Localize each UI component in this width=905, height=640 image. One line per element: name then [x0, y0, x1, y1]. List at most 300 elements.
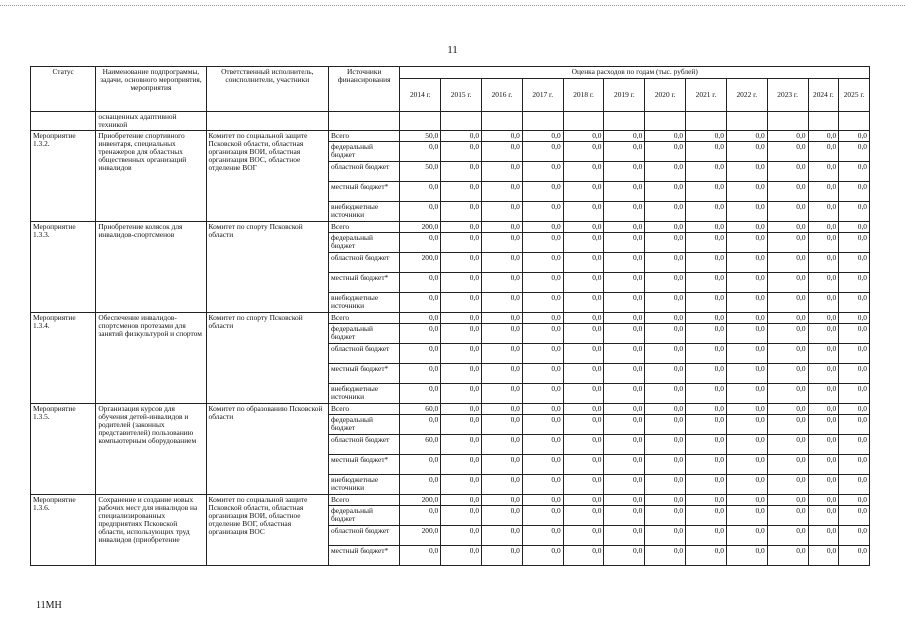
source-cell: областной бюджет — [328, 435, 399, 455]
value-cell: 0,0 — [839, 455, 870, 475]
value-cell: 0,0 — [767, 293, 808, 313]
value-cell: 0,0 — [522, 364, 563, 384]
executor-cell: Комитет по образованию Псковской области — [206, 404, 328, 495]
value-cell: 0,0 — [563, 506, 604, 526]
value-cell: 0,0 — [645, 364, 686, 384]
value-cell: 0,0 — [839, 324, 870, 344]
value-cell: 0,0 — [686, 404, 727, 415]
value-cell: 0,0 — [726, 253, 767, 273]
value-cell: 0,0 — [441, 404, 482, 415]
value-cell: 0,0 — [645, 182, 686, 202]
value-cell: 0,0 — [767, 526, 808, 546]
header-year: 2015 г. — [441, 79, 482, 112]
value-cell: 0,0 — [563, 404, 604, 415]
value-cell: 0,0 — [441, 162, 482, 182]
value-cell: 0,0 — [808, 293, 839, 313]
value-cell: 0,0 — [686, 313, 727, 324]
value-cell: 0,0 — [726, 344, 767, 364]
value-cell: 0,0 — [482, 162, 523, 182]
value-cell: 0,0 — [482, 404, 523, 415]
value-cell: 0,0 — [604, 415, 645, 435]
value-cell: 0,0 — [441, 324, 482, 344]
value-cell: 0,0 — [482, 384, 523, 404]
value-cell: 0,0 — [645, 202, 686, 222]
value-cell: 0,0 — [563, 222, 604, 233]
value-cell: 0,0 — [400, 546, 441, 566]
value-cell: 0,0 — [839, 273, 870, 293]
source-cell: местный бюджет* — [328, 455, 399, 475]
value-cell: 200,0 — [400, 495, 441, 506]
value-cell: 0,0 — [441, 384, 482, 404]
value-cell: 0,0 — [604, 324, 645, 344]
value-cell: 0,0 — [839, 384, 870, 404]
value-cell: 0,0 — [441, 364, 482, 384]
value-cell: 0,0 — [563, 495, 604, 506]
value-cell: 0,0 — [767, 273, 808, 293]
value-cell: 0,0 — [400, 344, 441, 364]
value-cell: 0,0 — [604, 344, 645, 364]
value-cell: 0,0 — [686, 202, 727, 222]
value-cell: 0,0 — [686, 273, 727, 293]
source-cell: внебюджетные источники — [328, 384, 399, 404]
value-cell: 0,0 — [686, 233, 727, 253]
value-cell: 0,0 — [839, 495, 870, 506]
value-cell: 0,0 — [563, 324, 604, 344]
value-cell: 0,0 — [563, 182, 604, 202]
value-cell: 0,0 — [686, 384, 727, 404]
value-cell: 0,0 — [767, 162, 808, 182]
value-cell: 0,0 — [522, 546, 563, 566]
value-cell: 0,0 — [563, 233, 604, 253]
value-cell: 0,0 — [563, 435, 604, 455]
source-cell: федеральный бюджет — [328, 415, 399, 435]
name-cell: Сохранение и создание новых рабочих мест для инвалидов на специализированных предприятиях Псковской области, использующих труд инвалидов (приобретение — [96, 495, 206, 566]
value-cell: 0,0 — [482, 455, 523, 475]
value-cell: 0,0 — [767, 313, 808, 324]
value-cell: 0,0 — [686, 142, 727, 162]
executor-cell: Комитет по социальной защите Псковской области, областная организация ВОИ, областное отделение ВОГ, областная организация ВОС — [206, 495, 328, 566]
value-cell: 0,0 — [645, 384, 686, 404]
value-cell: 0,0 — [726, 324, 767, 344]
value-cell: 0,0 — [482, 435, 523, 455]
value-cell: 50,0 — [400, 162, 441, 182]
value-cell: 0,0 — [482, 344, 523, 364]
source-cell: федеральный бюджет — [328, 506, 399, 526]
scan-top-border — [0, 5, 905, 6]
value-cell: 0,0 — [482, 495, 523, 506]
value-cell: 0,0 — [522, 293, 563, 313]
value-cell: 0,0 — [400, 293, 441, 313]
header-year: 2025 г. — [839, 79, 870, 112]
value-cell: 0,0 — [839, 182, 870, 202]
value-cell: 0,0 — [686, 324, 727, 344]
value-cell: 0,0 — [726, 415, 767, 435]
value-cell: 0,0 — [604, 495, 645, 506]
value-cell: 0,0 — [482, 222, 523, 233]
value-cell: 0,0 — [645, 142, 686, 162]
value-cell: 0,0 — [441, 415, 482, 435]
value-cell: 0,0 — [767, 324, 808, 344]
source-cell: Всего — [328, 404, 399, 415]
value-cell: 0,0 — [686, 415, 727, 435]
value-cell: 0,0 — [441, 506, 482, 526]
value-cell: 0,0 — [400, 475, 441, 495]
status-cell: Мероприятие 1.3.6. — [31, 495, 96, 566]
value-cell: 0,0 — [726, 546, 767, 566]
source-cell: областной бюджет — [328, 526, 399, 546]
value-cell: 0,0 — [808, 273, 839, 293]
value-cell: 0,0 — [839, 546, 870, 566]
status-cell: Мероприятие 1.3.5. — [31, 404, 96, 495]
source-cell: Всего — [328, 495, 399, 506]
value-cell: 0,0 — [482, 131, 523, 142]
value-cell: 0,0 — [645, 475, 686, 495]
value-cell: 0,0 — [808, 344, 839, 364]
value-cell: 0,0 — [686, 253, 727, 273]
value-cell: 0,0 — [726, 506, 767, 526]
value-cell: 0,0 — [400, 233, 441, 253]
header-estimate: Оценка расходов по годам (тыс. рублей) — [400, 67, 870, 79]
value-cell: 0,0 — [441, 222, 482, 233]
value-cell: 0,0 — [563, 344, 604, 364]
value-cell: 0,0 — [767, 404, 808, 415]
header-year: 2016 г. — [482, 79, 523, 112]
value-cell: 0,0 — [839, 475, 870, 495]
value-cell: 0,0 — [482, 475, 523, 495]
value-cell: 0,0 — [400, 364, 441, 384]
value-cell: 0,0 — [808, 475, 839, 495]
value-cell: 0,0 — [839, 233, 870, 253]
value-cell: 0,0 — [686, 475, 727, 495]
source-cell: местный бюджет* — [328, 273, 399, 293]
value-cell: 0,0 — [563, 415, 604, 435]
value-cell: 0,0 — [767, 364, 808, 384]
value-cell: 0,0 — [563, 455, 604, 475]
value-cell: 0,0 — [808, 435, 839, 455]
value-cell: 0,0 — [441, 253, 482, 273]
source-cell: местный бюджет* — [328, 364, 399, 384]
value-cell: 0,0 — [808, 162, 839, 182]
value-cell: 0,0 — [522, 506, 563, 526]
value-cell: 0,0 — [726, 364, 767, 384]
source-cell: федеральный бюджет — [328, 233, 399, 253]
value-cell: 0,0 — [839, 202, 870, 222]
value-cell: 0,0 — [726, 131, 767, 142]
value-cell: 0,0 — [522, 202, 563, 222]
value-cell: 0,0 — [726, 435, 767, 455]
value-cell: 0,0 — [726, 313, 767, 324]
value-cell: 0,0 — [726, 182, 767, 202]
value-cell: 0,0 — [767, 222, 808, 233]
value-cell: 0,0 — [400, 455, 441, 475]
value-cell: 0,0 — [522, 142, 563, 162]
value-cell: 0,0 — [522, 455, 563, 475]
value-cell: 0,0 — [563, 293, 604, 313]
header-year: 2014 г. — [400, 79, 441, 112]
value-cell: 0,0 — [441, 293, 482, 313]
value-cell: 0,0 — [839, 222, 870, 233]
value-cell: 0,0 — [645, 344, 686, 364]
value-cell: 0,0 — [441, 495, 482, 506]
value-cell: 0,0 — [522, 182, 563, 202]
value-cell: 0,0 — [441, 313, 482, 324]
value-cell: 0,0 — [686, 162, 727, 182]
value-cell: 0,0 — [604, 384, 645, 404]
value-cell: 0,0 — [482, 253, 523, 273]
value-cell: 0,0 — [808, 253, 839, 273]
value-cell: 0,0 — [563, 253, 604, 273]
value-cell: 0,0 — [767, 253, 808, 273]
value-cell: 0,0 — [767, 475, 808, 495]
continuation-executor-cell — [206, 112, 328, 131]
value-cell: 0,0 — [767, 384, 808, 404]
source-cell: областной бюджет — [328, 344, 399, 364]
table-row — [31, 404, 870, 415]
source-cell: Всего — [328, 222, 399, 233]
value-cell: 0,0 — [400, 273, 441, 293]
value-cell: 0,0 — [604, 435, 645, 455]
value-cell: 0,0 — [767, 233, 808, 253]
value-cell: 0,0 — [522, 526, 563, 546]
value-cell: 0,0 — [522, 435, 563, 455]
value-cell: 0,0 — [441, 435, 482, 455]
value-cell: 0,0 — [645, 404, 686, 415]
value-cell: 0,0 — [839, 506, 870, 526]
value-cell: 0,0 — [808, 495, 839, 506]
value-cell: 0,0 — [604, 253, 645, 273]
status-cell: Мероприятие 1.3.4. — [31, 313, 96, 404]
value-cell: 0,0 — [686, 455, 727, 475]
value-cell: 0,0 — [441, 182, 482, 202]
value-cell: 0,0 — [839, 253, 870, 273]
value-cell: 0,0 — [482, 142, 523, 162]
value-cell: 0,0 — [726, 455, 767, 475]
header-sources: Источники финансирования — [328, 67, 399, 112]
value-cell: 0,0 — [808, 455, 839, 475]
value-cell: 0,0 — [839, 344, 870, 364]
value-cell: 0,0 — [482, 526, 523, 546]
source-cell: Всего — [328, 313, 399, 324]
header-year: 2019 г. — [604, 79, 645, 112]
value-cell: 0,0 — [767, 546, 808, 566]
value-cell: 0,0 — [645, 526, 686, 546]
value-cell: 0,0 — [808, 384, 839, 404]
value-cell: 0,0 — [686, 293, 727, 313]
value-cell: 0,0 — [686, 495, 727, 506]
value-cell: 0,0 — [686, 435, 727, 455]
value-cell: 0,0 — [645, 162, 686, 182]
value-cell: 0,0 — [686, 222, 727, 233]
value-cell: 0,0 — [645, 435, 686, 455]
value-cell: 0,0 — [441, 202, 482, 222]
value-cell: 0,0 — [441, 131, 482, 142]
value-cell: 0,0 — [645, 546, 686, 566]
value-cell: 0,0 — [726, 222, 767, 233]
value-cell: 0,0 — [400, 313, 441, 324]
value-cell: 0,0 — [482, 182, 523, 202]
value-cell: 0,0 — [808, 202, 839, 222]
value-cell: 0,0 — [441, 142, 482, 162]
value-cell: 0,0 — [808, 233, 839, 253]
value-cell: 0,0 — [604, 131, 645, 142]
value-cell: 0,0 — [482, 313, 523, 324]
value-cell: 0,0 — [726, 162, 767, 182]
table-row — [31, 222, 870, 233]
budget-table — [30, 66, 870, 566]
table-row — [31, 495, 870, 506]
value-cell: 0,0 — [563, 131, 604, 142]
value-cell: 0,0 — [604, 313, 645, 324]
value-cell: 0,0 — [839, 162, 870, 182]
source-cell: внебюджетные источники — [328, 293, 399, 313]
value-cell: 60,0 — [400, 435, 441, 455]
value-cell: 0,0 — [522, 253, 563, 273]
source-cell: местный бюджет* — [328, 546, 399, 566]
value-cell: 0,0 — [522, 233, 563, 253]
value-cell: 0,0 — [645, 324, 686, 344]
value-cell: 0,0 — [604, 202, 645, 222]
value-cell: 0,0 — [604, 404, 645, 415]
value-cell: 0,0 — [726, 293, 767, 313]
value-cell: 0,0 — [726, 202, 767, 222]
value-cell: 0,0 — [808, 324, 839, 344]
source-cell: внебюджетные источники — [328, 475, 399, 495]
value-cell: 0,0 — [808, 404, 839, 415]
value-cell: 0,0 — [441, 475, 482, 495]
value-cell: 0,0 — [400, 324, 441, 344]
value-cell: 0,0 — [686, 364, 727, 384]
source-cell: внебюджетные источники — [328, 202, 399, 222]
source-cell: местный бюджет* — [328, 182, 399, 202]
value-cell: 0,0 — [767, 202, 808, 222]
value-cell: 0,0 — [522, 415, 563, 435]
value-cell: 0,0 — [645, 233, 686, 253]
value-cell: 0,0 — [563, 313, 604, 324]
executor-cell: Комитет по социальной защите Псковской области, областная организация ВОИ, областная организация ВОС, областное отделение ВОГ — [206, 131, 328, 222]
value-cell: 0,0 — [767, 182, 808, 202]
source-cell: Всего — [328, 131, 399, 142]
value-cell: 0,0 — [604, 233, 645, 253]
header-executor: Ответственный исполнитель, соисполнители, участники — [206, 67, 328, 112]
value-cell: 0,0 — [522, 162, 563, 182]
value-cell: 0,0 — [400, 142, 441, 162]
value-cell: 0,0 — [686, 526, 727, 546]
value-cell: 0,0 — [839, 364, 870, 384]
value-cell: 0,0 — [563, 364, 604, 384]
value-cell: 0,0 — [522, 495, 563, 506]
header-year: 2022 г. — [726, 79, 767, 112]
header-name: Наименование подпрограммы, задачи, основного мероприятия, мероприятия — [96, 67, 206, 112]
value-cell: 0,0 — [563, 526, 604, 546]
value-cell: 0,0 — [808, 546, 839, 566]
value-cell: 0,0 — [441, 455, 482, 475]
value-cell: 0,0 — [604, 546, 645, 566]
header-year: 2020 г. — [645, 79, 686, 112]
value-cell: 0,0 — [441, 546, 482, 566]
value-cell: 200,0 — [400, 526, 441, 546]
value-cell: 0,0 — [839, 293, 870, 313]
value-cell: 0,0 — [767, 506, 808, 526]
value-cell: 0,0 — [400, 202, 441, 222]
value-cell: 0,0 — [604, 162, 645, 182]
value-cell: 0,0 — [522, 404, 563, 415]
value-cell: 0,0 — [482, 506, 523, 526]
value-cell: 0,0 — [645, 506, 686, 526]
value-cell: 0,0 — [563, 475, 604, 495]
value-cell: 0,0 — [482, 546, 523, 566]
value-cell: 0,0 — [563, 202, 604, 222]
value-cell: 0,0 — [522, 384, 563, 404]
value-cell: 0,0 — [400, 384, 441, 404]
value-cell: 0,0 — [522, 222, 563, 233]
footer-code: 11МН — [36, 600, 62, 611]
value-cell: 200,0 — [400, 253, 441, 273]
value-cell: 0,0 — [522, 324, 563, 344]
continuation-source-cell — [328, 112, 399, 131]
name-cell: Приобретение спортивного инвентаря, специальных тренажеров для областных общественных организаций инвалидов — [96, 131, 206, 222]
value-cell: 0,0 — [482, 324, 523, 344]
header-year: 2021 г. — [686, 79, 727, 112]
value-cell: 0,0 — [563, 142, 604, 162]
value-cell: 0,0 — [645, 495, 686, 506]
executor-cell: Комитет по спорту Псковской области — [206, 313, 328, 404]
value-cell: 0,0 — [604, 182, 645, 202]
header-year: 2023 г. — [767, 79, 808, 112]
value-cell: 0,0 — [604, 364, 645, 384]
value-cell: 0,0 — [563, 162, 604, 182]
value-cell: 0,0 — [482, 293, 523, 313]
page-number: 11 — [447, 44, 458, 56]
value-cell: 0,0 — [839, 142, 870, 162]
header-year: 2024 г. — [808, 79, 839, 112]
value-cell: 0,0 — [726, 142, 767, 162]
value-cell: 0,0 — [522, 273, 563, 293]
value-cell: 0,0 — [767, 455, 808, 475]
value-cell: 0,0 — [522, 131, 563, 142]
value-cell: 0,0 — [604, 222, 645, 233]
value-cell: 0,0 — [645, 273, 686, 293]
value-cell: 60,0 — [400, 404, 441, 415]
value-cell: 0,0 — [645, 253, 686, 273]
value-cell: 0,0 — [522, 475, 563, 495]
value-cell: 0,0 — [808, 131, 839, 142]
value-cell: 0,0 — [767, 142, 808, 162]
value-cell: 0,0 — [767, 435, 808, 455]
table-row — [31, 131, 870, 142]
value-cell: 200,0 — [400, 222, 441, 233]
value-cell: 0,0 — [686, 506, 727, 526]
source-cell: федеральный бюджет — [328, 142, 399, 162]
value-cell: 0,0 — [726, 404, 767, 415]
name-cell: Приобретение колясок для инвалидов-спортсменов — [96, 222, 206, 313]
value-cell: 0,0 — [441, 344, 482, 364]
source-cell: федеральный бюджет — [328, 324, 399, 344]
value-cell: 0,0 — [441, 273, 482, 293]
source-cell: областной бюджет — [328, 253, 399, 273]
value-cell: 0,0 — [604, 475, 645, 495]
value-cell: 0,0 — [563, 546, 604, 566]
value-cell: 0,0 — [839, 313, 870, 324]
value-cell: 0,0 — [767, 131, 808, 142]
value-cell: 0,0 — [645, 293, 686, 313]
value-cell: 0,0 — [726, 526, 767, 546]
value-cell: 0,0 — [726, 384, 767, 404]
value-cell: 0,0 — [482, 233, 523, 253]
value-cell: 0,0 — [482, 202, 523, 222]
value-cell: 0,0 — [563, 384, 604, 404]
value-cell: 0,0 — [808, 526, 839, 546]
status-cell: Мероприятие 1.3.2. — [31, 131, 96, 222]
